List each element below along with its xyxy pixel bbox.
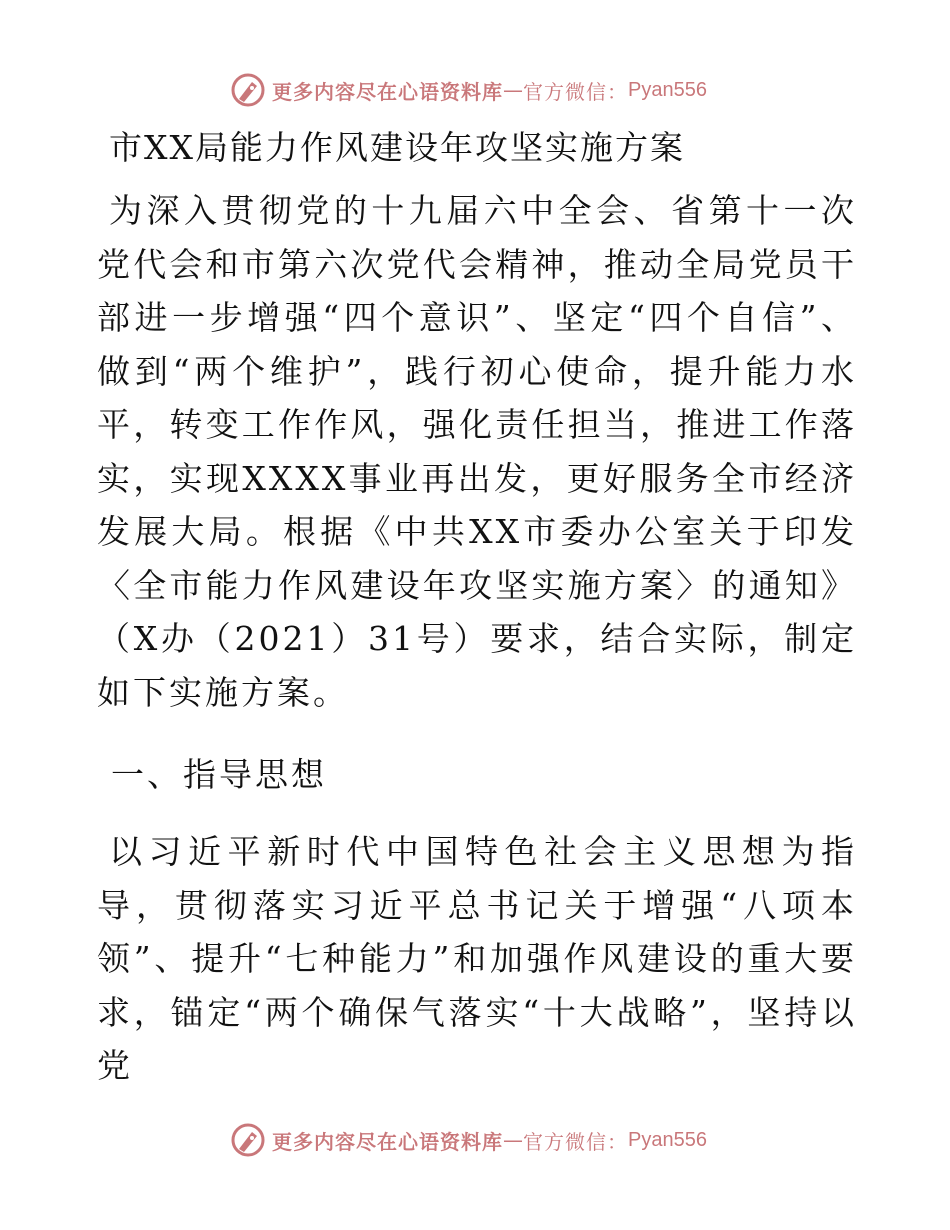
section-1-paragraph: 以习近平新时代中国特色社会主义思想为指导，贯彻落实习近平总书记关于增强“八项本领”、提升“七种能力”和加强作风建设的重大要求，锚定“两个确保气落实“十大战略”，坚持以党 — [97, 832, 857, 1085]
watermark-main-text: 更多内容尽在心语资料库 — [272, 1129, 503, 1154]
watermark-official-label: 官方微信： — [523, 79, 628, 104]
watermark-dash: — — [503, 1128, 523, 1152]
watermark-wechat-id: Pyan556 — [628, 78, 707, 101]
intro-paragraph: 为深入贯彻党的十九届六中全会、省第十一次党代会和市第六次党代会精神，推动全局党员干部进一步增强“四个意识”、坚定“四个自信”、做到“两个维护”，践行初心使命，提升能力水平，转变工作作风，强化责任担当，推进工作落实，实现XXXX事业再出发，更好服务全市经济发展大局。根据《中共XX市委办公室关于印发〈全市能力作风建设年攻坚实施方案〉的通知》（X办（2021）31号）要求，结合实际，制定如下实施方案。 — [97, 191, 857, 712]
watermark-wechat-id: Pyan556 — [628, 1128, 707, 1151]
watermark-main-text: 更多内容尽在心语资料库 — [272, 79, 503, 104]
document-body — [97, 120, 857, 1093]
watermark-header — [230, 70, 707, 110]
watermark-official-label: 官方微信： — [523, 1129, 628, 1154]
watermark-dash: — — [503, 78, 523, 102]
section-1-heading: 一、指导思想 — [111, 755, 327, 794]
watermark-footer — [230, 1120, 707, 1160]
document-title: 市XX局能力作风建设年攻坚实施方案 — [109, 128, 685, 167]
pen-nib-logo-icon — [230, 1122, 266, 1158]
pen-nib-logo-icon — [230, 72, 266, 108]
